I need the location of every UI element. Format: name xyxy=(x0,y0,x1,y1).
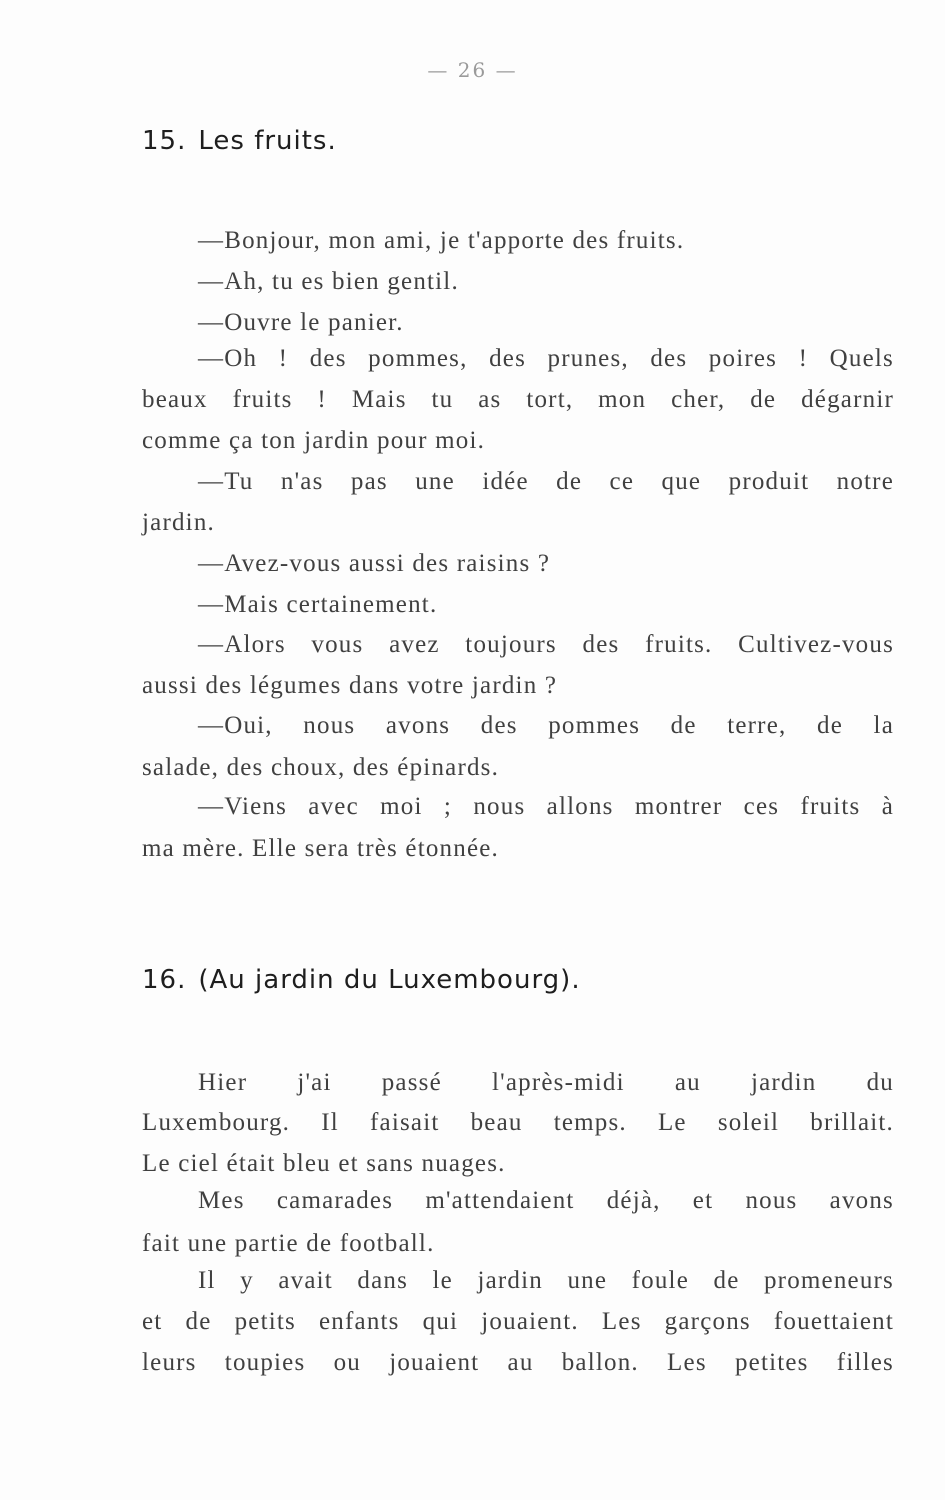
text-line: —Mais certainement. xyxy=(198,591,438,618)
text-line: beaux fruits ! Mais tu as tort, mon cher, de dégarnir xyxy=(142,386,894,413)
text-line: comme ça ton jardin pour moi. xyxy=(142,427,486,454)
section-heading-16 xyxy=(142,965,581,995)
text-line: —Tu n'as pas une idée de ce que produit notre xyxy=(198,468,894,495)
page-number: — 26 — xyxy=(427,58,518,82)
text-line: jardin. xyxy=(142,509,215,536)
section-title: (Au jardin du Luxembourg). xyxy=(198,965,581,995)
text-line: Mes camarades m'attendaient déjà, et nous avons xyxy=(198,1187,894,1214)
text-line: —Avez-vous aussi des raisins ? xyxy=(198,550,551,577)
text-line: —Ah, tu es bien gentil. xyxy=(198,268,459,295)
text-line: fait une partie de football. xyxy=(142,1230,435,1257)
section-number: 16. xyxy=(142,965,187,995)
text-line: —Bonjour, mon ami, je t'apporte des fruits. xyxy=(198,227,685,254)
text-line: —Oui, nous avons des pommes de terre, de la xyxy=(198,712,894,739)
text-line: —Ouvre le panier. xyxy=(198,309,404,336)
text-line: —Viens avec moi ; nous allons montrer ces fruits à xyxy=(198,793,894,820)
text-line: Hier j'ai passé l'après-midi au jardin du xyxy=(198,1069,894,1096)
section-heading-15 xyxy=(142,126,337,156)
text-line: —Oh ! des pommes, des prunes, des poires ! Quels xyxy=(198,345,894,372)
text-line: —Alors vous avez toujours des fruits. Cultivez-vous xyxy=(198,631,894,658)
text-line: leurs toupies ou jouaient au ballon. Les petites filles xyxy=(142,1349,894,1376)
section-title: Les fruits. xyxy=(198,126,337,156)
text-line: ma mère. Elle sera très étonnée. xyxy=(142,835,499,862)
text-line: Le ciel était bleu et sans nuages. xyxy=(142,1150,506,1177)
text-line: Il y avait dans le jardin une foule de promeneurs xyxy=(198,1267,894,1294)
text-line: salade, des choux, des épinards. xyxy=(142,754,500,781)
text-line: Luxembourg. Il faisait beau temps. Le soleil brillait. xyxy=(142,1109,894,1136)
text-line: aussi des légumes dans votre jardin ? xyxy=(142,672,558,699)
section-number: 15. xyxy=(142,126,187,156)
text-line: et de petits enfants qui jouaient. Les garçons fouettaient xyxy=(142,1308,894,1335)
